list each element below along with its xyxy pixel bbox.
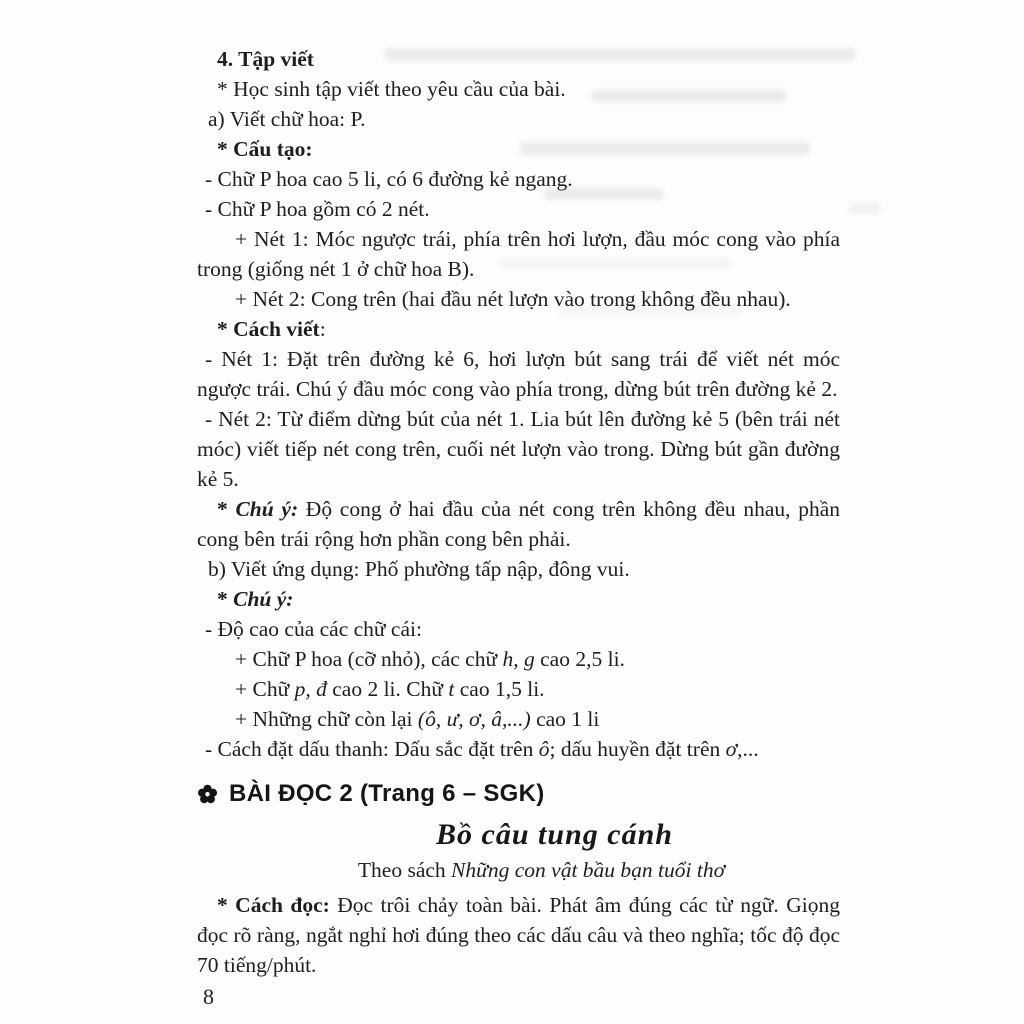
paragraph — [197, 74, 840, 104]
text-segment: * Cách đọc: — [217, 893, 330, 917]
paragraph — [197, 344, 840, 404]
text-segment: + Chữ P hoa (cỡ nhỏ), các chữ — [235, 647, 503, 671]
text-segment: + Những chữ còn lại — [235, 707, 418, 731]
text-segment: - Chữ P hoa gồm có 2 nét. — [205, 197, 430, 221]
text-segment: + Nét 1: Móc ngược trái, phía trên hơi lượn, đầu móc cong vào phía trong (giống nét 1 ở chữ hoa B). — [197, 227, 840, 281]
text-segment: * Cách viết — [217, 317, 320, 341]
text-segment: - Chữ P hoa cao 5 li, có 6 đường kẻ ngang. — [205, 167, 573, 191]
text-segment: * — [217, 587, 234, 611]
paragraph — [197, 734, 840, 764]
source-prefix: Theo sách — [357, 858, 452, 882]
text-segment: cao 2 li. Chữ — [326, 677, 449, 701]
section-tap-viet — [197, 44, 840, 764]
text-segment: ,... — [737, 737, 759, 761]
text-segment: Chú ý: — [233, 587, 294, 611]
text-segment: - Độ cao của các chữ cái: — [205, 617, 422, 641]
paragraph — [197, 194, 840, 224]
text-segment: a) Viết chữ hoa: P. — [208, 107, 366, 131]
text-segment: cao 1 li — [530, 707, 600, 731]
text-segment: - Cách đặt dấu thanh: Dấu sắc đặt trên — [205, 737, 539, 761]
paragraph — [197, 890, 840, 980]
text-segment: * Học sinh tập viết theo yêu cầu của bài. — [217, 77, 566, 101]
lesson-header — [197, 778, 840, 810]
text-segment: h, g — [502, 647, 535, 671]
paragraph — [197, 314, 840, 344]
paragraph — [197, 494, 840, 554]
text-segment: ; dấu huyền đặt trên — [549, 737, 726, 761]
paragraph — [197, 134, 840, 164]
paragraph — [197, 644, 840, 674]
paragraph — [197, 554, 840, 584]
lesson-title: Bồ câu tung cánh — [436, 818, 673, 851]
text-segment: + Chữ — [235, 677, 295, 701]
text-segment: * — [217, 497, 236, 521]
text-segment: + Nét 2: Cong trên (hai đầu nét lượn vào trong không đều nhau). — [235, 287, 791, 311]
text-segment: : — [319, 317, 326, 341]
bleed-through-artifact — [850, 203, 880, 214]
text-segment: p, đ — [294, 677, 327, 701]
text-segment: - Nét 2: Từ điểm dừng bút của nét 1. Lia bút lên đường kẻ 5 (bên trái nét móc) viết tiếp nét cong trên, cuối nét lượn vào trong. Dừng bút gần đường kẻ 5. — [197, 407, 840, 491]
text-segment: cao 2,5 li. — [534, 647, 625, 671]
text-segment: ơ — [725, 737, 738, 761]
paragraph — [197, 224, 840, 284]
lesson-header-label: BÀI ĐỌC 2 (Trang 6 – SGK) — [229, 780, 545, 807]
paragraph — [197, 674, 840, 704]
text-segment: Chú ý: — [235, 497, 299, 521]
paragraph — [197, 44, 840, 74]
paragraph — [197, 704, 840, 734]
paragraph — [197, 104, 840, 134]
paragraph — [197, 404, 840, 494]
text-segment: t — [448, 677, 455, 701]
source-line — [197, 856, 840, 884]
page-number: 8 — [203, 984, 214, 1009]
document-body — [197, 44, 840, 980]
paragraph — [197, 284, 840, 314]
text-segment: cao 1,5 li. — [454, 677, 545, 701]
paragraph — [197, 614, 840, 644]
text-segment: - Nét 1: Đặt trên đường kẻ 6, hơi lượn bút sang trái để viết nét móc ngược trái. Chú ý đầu móc cong vào phía trong, dừng bút trên đường kẻ 2. — [197, 347, 840, 401]
text-segment: Độ cong ở hai đầu của nét cong trên không đều nhau, phần cong bên trái rộng hơn phần cong bên phải. — [197, 497, 840, 551]
text-segment: b) Viết ứng dụng: Phố phường tấp nập, đông vui. — [208, 557, 630, 581]
florette-icon — [197, 784, 218, 805]
paragraph — [197, 584, 840, 614]
text-segment: 4. Tập viết — [217, 47, 314, 71]
text-segment: Đọc trôi chảy toàn bài. Phát âm đúng các từ ngữ. Giọng đọc rõ ràng, ngắt nghỉ hơi đúng theo các dấu câu và theo nghĩa; tốc độ đọc 70 tiếng/phút. — [197, 893, 840, 977]
text-segment: (ô, ư, ơ, â,...) — [417, 707, 531, 731]
text-segment: ô — [538, 737, 550, 761]
section-cach-doc — [197, 890, 840, 980]
paragraph — [197, 164, 840, 194]
source-title: Những con vật bầu bạn tuổi thơ — [451, 858, 726, 882]
text-segment: * Cấu tạo: — [217, 137, 313, 161]
